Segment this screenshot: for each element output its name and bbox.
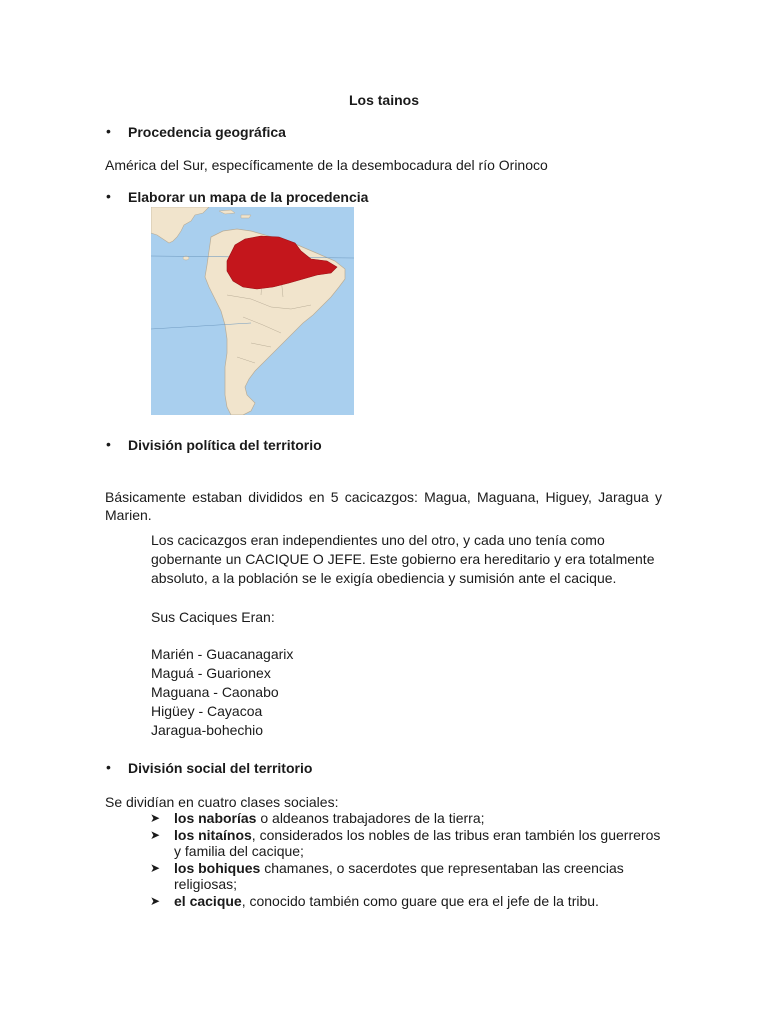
clase-term: los bohiques <box>174 859 261 876</box>
cacicazgos-line: gobernante un CACIQUE O JEFE. Este gobierno era hereditario y era totalmente <box>151 551 655 567</box>
list-item <box>150 860 670 893</box>
cacicazgos-line: Los cacicazgos eran independientes uno del otro, y cada uno tenía como <box>151 532 605 548</box>
caciques-heading: Sus Caciques Eran: <box>151 609 275 625</box>
page-title: Los tainos <box>348 92 419 108</box>
cacicazgos-line: absoluto, a la población se le exigía obediencia y sumisión ante el cacique. <box>151 570 617 586</box>
clase-desc: o aldeanos trabajadores de la tierra; <box>256 810 485 826</box>
cacique-item: Marién - Guacanagarix <box>151 646 294 662</box>
cacique-item: Jaragua-bohechio <box>151 722 264 738</box>
cacicazgos-intro: Básicamente estaban divididos en 5 cacicazgos: Magua, Maguana, Higuey, Jaragua y Marien. <box>105 489 662 523</box>
clases-list <box>150 810 670 909</box>
cacique-item: Maguana - Caonabo <box>151 684 279 700</box>
clase-desc: chamanes, o sacerdotes que representaban las creencias religiosas; <box>174 859 624 892</box>
cacique-item: Maguá - Guarionex <box>151 665 271 681</box>
clase-desc: , considerados los nobles de las tribus eran también los guerreros y familia del cacique; <box>174 826 661 859</box>
procedencia-text: América del Sur, específicamente de la desembocadura del río Orinoco <box>105 157 548 173</box>
arrow-bullet-icon: ➤ <box>150 893 161 908</box>
cacique-item: Higüey - Cayacoa <box>151 703 263 719</box>
clase-term: el cacique <box>174 892 242 909</box>
list-item <box>150 810 670 827</box>
list-item <box>150 893 670 910</box>
arrow-bullet-icon: ➤ <box>150 827 161 842</box>
heading-procedencia: • Procedencia geográfica <box>128 124 286 140</box>
list-item <box>150 827 670 860</box>
heading-mapa: • Elaborar un mapa de la procedencia <box>128 189 368 205</box>
arrow-bullet-icon: ➤ <box>150 860 161 875</box>
clases-intro: Se dividían en cuatro clases sociales: <box>105 794 339 810</box>
clase-term: los nitaínos <box>174 826 252 843</box>
heading-division-politica: • División política del territorio <box>128 437 322 453</box>
heading-division-social: • División social del territorio <box>128 760 312 776</box>
caciques-list <box>151 645 671 740</box>
cacicazgos-description <box>151 531 671 588</box>
clase-term: los naborías <box>174 810 257 826</box>
clase-desc: , conocido también como guare que era el jefe de la tribu. <box>241 892 599 909</box>
south-america-map <box>151 207 354 415</box>
arrow-bullet-icon: ➤ <box>150 811 161 825</box>
